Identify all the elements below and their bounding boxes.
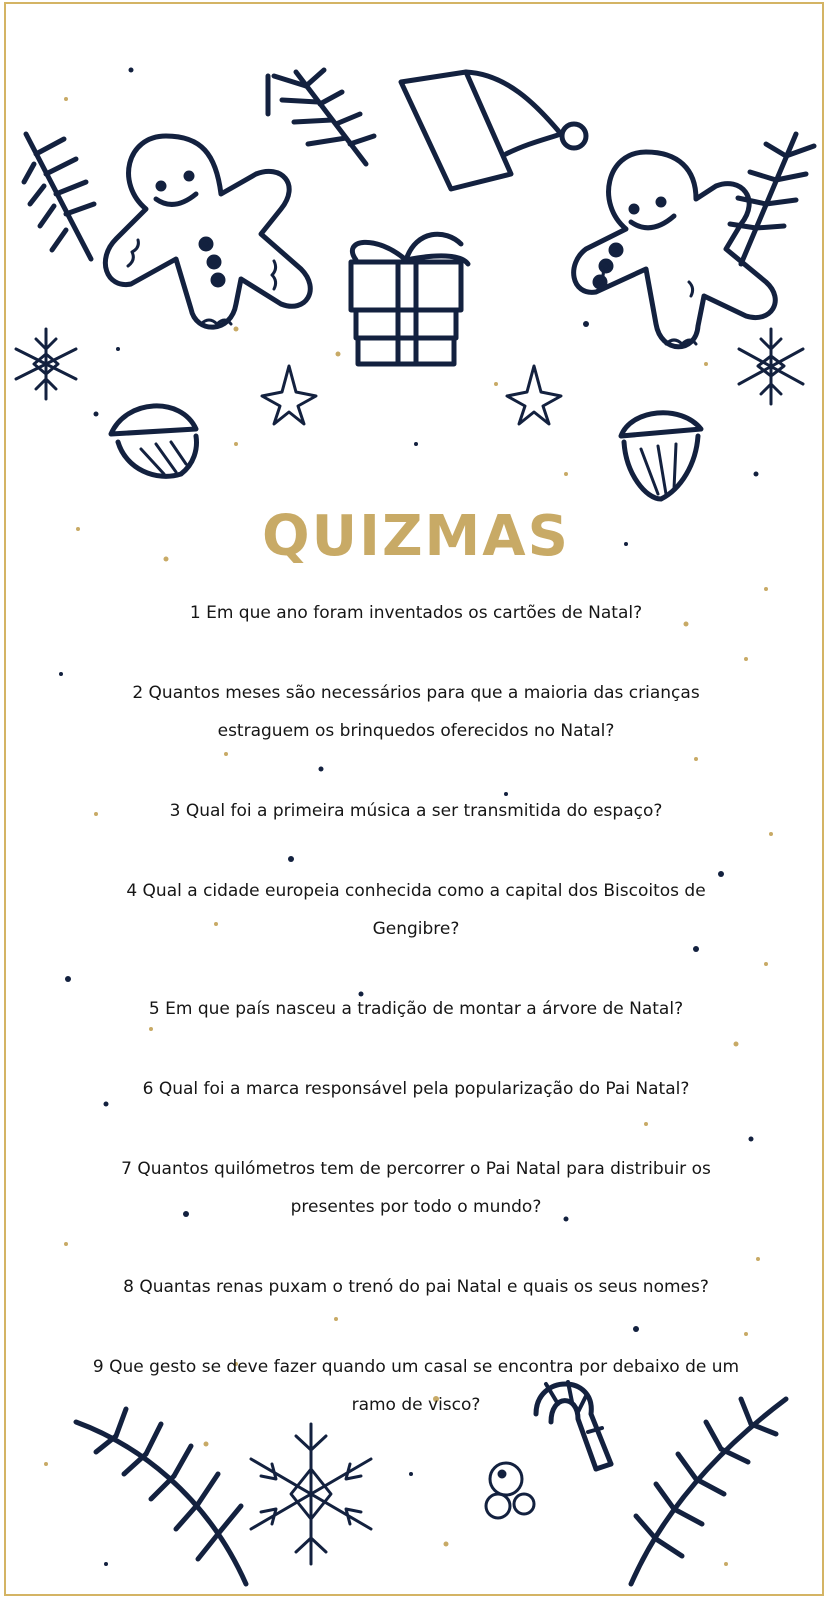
pine-branch-icon: [268, 70, 374, 164]
gingerbread-man-icon: [105, 136, 310, 327]
question-2: 2 Quantos meses são necessários para que a maioria das crianças estraguem os brinquedos oferecidos no Natal?: [132, 683, 700, 741]
question-7: 7 Quantos quilómetros tem de percorrer o Pai Natal para distribuir os presentes por todo o mundo?: [121, 1159, 711, 1217]
page-title: QUIZMAS: [262, 504, 570, 569]
question-9: 9 Que gesto se deve fazer quando um casal se encontra por debaixo de um ramo de visco?: [92, 1357, 740, 1415]
question-8: 8 Quantas renas puxam o trenó do pai Natal e quais os seus nomes?: [123, 1277, 709, 1297]
holly-berries-icon: [486, 1463, 534, 1518]
question-6: 6 Qual foi a marca responsável pela popularização do Pai Natal?: [142, 1079, 690, 1099]
santa-hat-icon: [401, 72, 586, 189]
star-icon: [262, 366, 316, 424]
gift-box-icon: [351, 234, 468, 364]
snowflake-icon: [16, 329, 76, 399]
ornament-icon: [111, 406, 196, 476]
question-4: 4 Qual a cidade europeia conhecida como a capital dos Biscoitos de Gengibre?: [126, 881, 706, 939]
question-5: 5 Em que país nasceu a tradição de montar a árvore de Natal?: [148, 999, 684, 1019]
star-icon: [507, 366, 561, 424]
question-list: [86, 594, 746, 1466]
question-1: 1 Em que ano foram inventados os cartões de Natal?: [189, 603, 643, 623]
ornament-icon: [621, 413, 701, 499]
quiz-page: [4, 2, 824, 1596]
snowflake-icon: [739, 329, 803, 404]
pine-branch-icon: [730, 134, 814, 264]
question-3: 3 Qual foi a primeira música a ser transmitida do espaço?: [169, 801, 663, 821]
pine-branch-icon: [24, 134, 94, 259]
